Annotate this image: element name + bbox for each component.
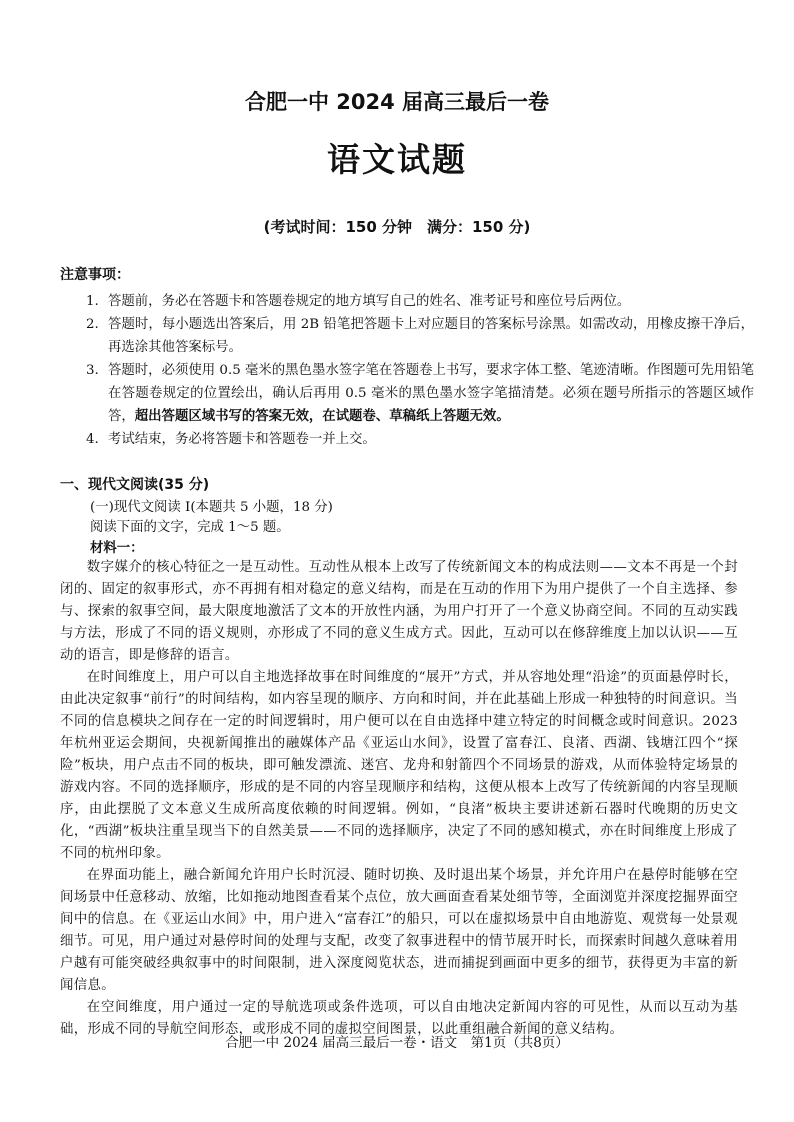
note-item bbox=[86, 313, 754, 359]
note-text: 答题时，必须使用 0.5 毫米的黑色墨水签字笔在答题卷上书写，要求字体工整、笔迹清晰。作图题可先用铅笔在答题卷规定的位置绘出，确认后再用 0.5 毫米的黑色墨水签字笔描清楚。必须在题号所指示的答题区域作答， bbox=[108, 363, 754, 424]
notes-heading: 注意事项： bbox=[60, 267, 130, 283]
passage-paragraph: 数字媒介的核心特征之一是互动性。互动性从根本上改写了传统新闻文本的构成法则——文本不再是一个封闭的、固定的叙事形式，亦不再拥有相对稳定的意义结构，而是在互动的作用下为用户提供了一个自主选择、参与、探索的叙事空间，最大限度地激活了文本的开放性内涵，为用户打开了一个意义协商空间。不同的互动实践与方法，形成了不同的语义规则，亦形成了不同的意义生成方式。因此，互动可以在修辞维度上加以认识——互动的语言，即是修辞的语言。 bbox=[60, 560, 738, 663]
passage-paragraph: 在界面功能上，融合新闻允许用户长时沉浸、随时切换、及时退出某个场景，并允许用户在悬停时能够在空间场景中任意移动、放缩，比如拖动地图查看某个点位，放大画面查看某处细节等，全面浏览并深度挖掘界面空间中的信息。在《亚运山水间》中，用户进入“富春江”的船只，可以在虚拟场景中自由地游览、观赏每一处景观细节。可见，用户通过对悬停时间的处理与支配，改变了叙事进程中的情节展开时长，而探索时间越久意味着用户越有可能突破经典叙事中的时间限制，进入深度阅览状态，进而捕捉到画面中更多的细节，获得更为丰富的新闻信息。 bbox=[60, 868, 738, 993]
note-text: 答题时，每小题选出答案后，用 2B 铅笔把答题卡上对应题目的答案标号涂黑。如需改动，用橡皮擦干净后，再选涂其他答案标号。 bbox=[108, 317, 754, 355]
material-label: 材料一： bbox=[90, 540, 144, 556]
note-item bbox=[86, 428, 754, 451]
note-number: 2. bbox=[86, 317, 99, 332]
note-number: 3. bbox=[86, 363, 99, 378]
notes-list bbox=[86, 290, 754, 451]
note-item bbox=[86, 359, 754, 428]
note-number: 1. bbox=[86, 294, 99, 309]
passage-paragraph: 在时间维度上，用户可以自主地选择故事在时间维度的“展开”方式，并从容地处理“沿途”的页面悬停时长，由此决定叙事“前行”的时间结构，如内容呈现的顺序、方向和时间，并在此基础上形成一种独特的时间意识。当不同的信息模块之间存在一定的时间逻辑时，用户便可以在自由选择中建立特定的时间概念或时间意识。2023 年杭州亚运会期间，央视新闻推出的融媒体产品《亚运山水间》，设置了富春江、良渚、西湖、钱塘江四个“探险”板块，用户点击不同的板块，即可触发漂流、迷宫、龙舟和射箭四个不同场景的游戏，从而体验特定场景的游戏内容。不同的选择顺序，形成的是不同的内容呈现顺序和结构，这便从根本上改写了传统新闻的内容呈现顺序，由此摆脱了文本意义生成所高度依赖的时间逻辑。例如，“良渚”板块主要讲述新石器时代晚期的历史文化，“西湖”板块注重呈现当下的自然美景——不同的选择顺序，决定了不同的感知模式，亦在时间维度上形成了不同的杭州印象。 bbox=[60, 670, 738, 861]
passage-paragraph: 在空间维度，用户通过一定的导航选项或条件选项，可以自由地决定新闻内容的可见性，从而以互动为基础，形成不同的导航空间形态，或形成不同的虚拟空间图景，以此重组融合新闻的意义结构。 bbox=[60, 1000, 738, 1037]
subject-title: 语文试题 bbox=[327, 140, 467, 179]
note-emphasis: 超出答题区域书写的答案无效，在试题卷、草稿纸上答题无效。 bbox=[134, 409, 510, 424]
reading-instruction: 阅读下面的文字，完成 1～5 题。 bbox=[90, 520, 290, 535]
subsection-title: (一)现代文阅读 I(本题共 5 小题，18 分) bbox=[90, 500, 333, 515]
exam-info: (考试时间：150 分钟 满分：150 分) bbox=[263, 218, 531, 236]
note-number: 4. bbox=[86, 432, 99, 447]
note-text-block bbox=[108, 359, 754, 428]
exam-school-title: 合肥一中 2024 届高三最后一卷 bbox=[244, 90, 550, 114]
reading-passage bbox=[60, 557, 738, 1041]
note-text: 答题前，务必在答题卡和答题卷规定的地方填写自己的姓名、准考证号和座位号后两位。 bbox=[108, 294, 631, 309]
note-text: 考试结束，务必将答题卡和答题卷一并上交。 bbox=[108, 432, 376, 447]
page-footer: 合肥一中 2024 届高三最后一卷・语文 第1页（共8页） bbox=[225, 1035, 569, 1051]
note-item bbox=[86, 290, 754, 313]
section-title: 一、现代文阅读(35 分) bbox=[60, 477, 210, 493]
